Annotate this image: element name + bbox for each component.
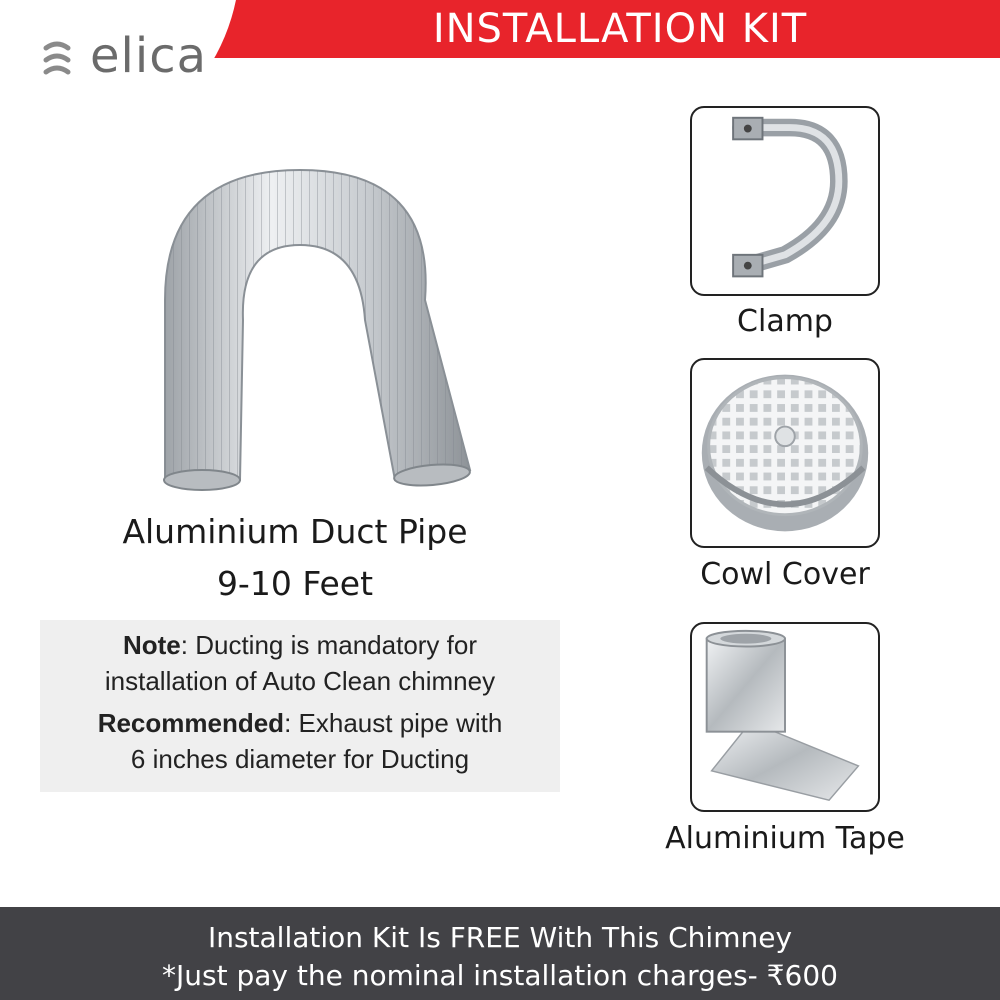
brand-name: elica [90,28,208,84]
footer-line-2: *Just pay the nominal installation charges- ₹600 [162,959,838,992]
note-label: Note [122,630,181,660]
footer-bar [0,907,1000,1000]
clamp-label: Clamp [737,304,833,339]
note-text: : Ducting is mandatory for [180,630,477,660]
elica-logo-icon [40,38,74,86]
aluminium-tape-icon [692,624,878,810]
aluminium-tape-card [690,622,880,812]
recommended-line-2: 6 inches diameter for Ducting [130,744,470,774]
duct-length: 9-10 Feet [216,564,374,603]
recommended-line-1 [40,708,560,739]
duct-pipe-image [125,150,495,500]
cowl-cover-card [690,358,880,548]
cowl-cover-label: Cowl Cover [700,557,870,592]
cowl-cover-icon [692,360,878,546]
page-title: INSTALLATION KIT [432,6,808,52]
aluminium-tape-label: Aluminium Tape [665,821,905,856]
recommended-label: Recommended [97,708,285,738]
note-line-1 [40,630,560,661]
clamp-card [690,106,880,296]
duct-name: Aluminium Duct Pipe [122,512,468,551]
footer-line-1: Installation Kit Is FREE With This Chimney [207,921,793,954]
note-box [40,620,560,792]
recommended-text: : Exhaust pipe with [284,708,503,738]
logo-panel [0,0,240,160]
clamp-icon [692,108,878,294]
note-line-2: installation of Auto Clean chimney [104,666,496,696]
